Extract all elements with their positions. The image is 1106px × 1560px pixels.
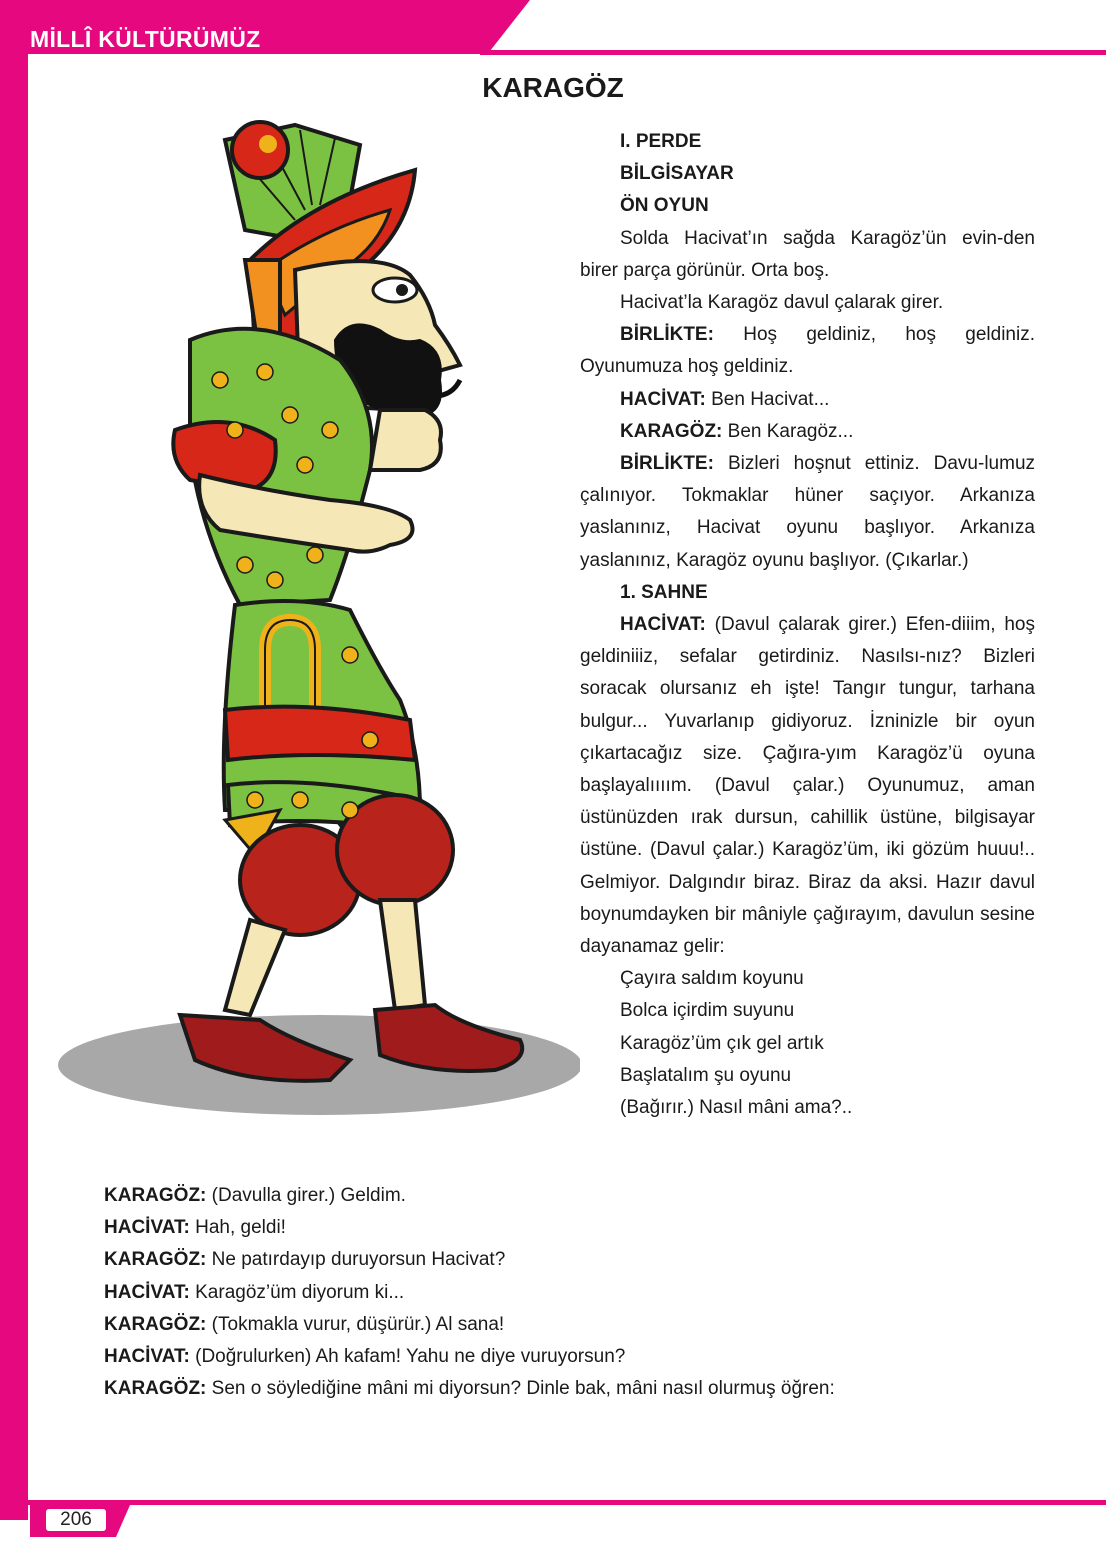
speaker-label: BİRLİKTE:: [620, 453, 714, 475]
play-title: BİLGİSAYAR: [620, 163, 734, 185]
dialog-text: (Doğrulurken) Ah kafam! Yahu ne diye vuruyorsun?: [195, 1346, 626, 1368]
dialog-line: [104, 1341, 1004, 1373]
speaker-label: HACİVAT:: [620, 614, 706, 636]
verse-line: Başlatalım şu oyunu: [620, 1064, 792, 1086]
speaker-label: KARAGÖZ:: [104, 1249, 207, 1271]
stage-direction: Hacivat’la Karagöz davul çalarak girer.: [620, 292, 944, 314]
speaker-label: KARAGÖZ:: [620, 420, 723, 442]
dialog-line: [104, 1244, 1004, 1276]
dialog-line: [104, 1309, 1004, 1341]
page-title: KARAGÖZ: [482, 72, 624, 103]
speaker-label: KARAGÖZ:: [104, 1185, 207, 1206]
dialog-text: Ne patırdayıp duruyorsun Hacivat?: [211, 1249, 506, 1271]
dialog-text: (Davul çalarak girer.) Efen-diiim, hoş geldiniiiz, sefalar getirdiniz. Nasılsı-nız? Bizleri soracak olursanız eh işte! Tangır tungur, tarhana bulgur... Yuvarlanıp gidiyoruz. İzninizle bir oyun çıkartacağız size. Çağıra-yım Karagöz’ü oyuna başlayalıııım. (Davul çalar.) Oyunumuz, aman üstünüzden ırak dursun, cahillik üstüne, bilgisayar üstüne. (Davul çalar.) Karagöz’üm, iki gözüm huuu!.. Gelmiyor. Dalgındır biraz. Biraz da aksi. Hazır davul boynumdayken bir mâniyle çağırayım, davulun sesine dayanamaz gelir:: [580, 614, 1035, 958]
act-label: I. PERDE: [620, 131, 702, 152]
dialog-line: [104, 1373, 1004, 1405]
dialog-line: [580, 448, 1035, 577]
dialog-text: Hah, geldi!: [195, 1217, 286, 1239]
dialog-line: [104, 1180, 1004, 1212]
left-accent-bar: [0, 0, 28, 1520]
section-title: MİLLÎ KÜLTÜRÜMÜZ: [30, 26, 261, 52]
play-text-column: [580, 126, 1035, 1124]
speaker-label: HACİVAT:: [620, 388, 706, 410]
dialog-line: [580, 416, 1035, 448]
verse-line: (Bağırır.) Nasıl mâni ama?..: [620, 1097, 853, 1119]
scene-label: 1. SAHNE: [620, 581, 708, 603]
dialog-text: Ben Hacivat...: [711, 388, 830, 410]
dialog-text: Hoş geldiniz, hoş geldiniz. Oyunumuza hoş geldiniz.: [580, 324, 1035, 378]
prologue-label: ÖN OYUN: [620, 195, 709, 217]
dialog-text: Bizleri hoşnut ettiniz. Davu-lumuz çalınıyor. Tokmaklar hüner saçıyor. Arkanıza yaslanınız, Hacivat oyunu başlıyor. Arkanıza yaslanınız, Karagöz oyunu başlıyor. (Çıkarlar.): [580, 453, 1036, 571]
dialog-text: Karagöz’üm diyorum ki...: [195, 1281, 405, 1303]
page-number: 206: [46, 1509, 106, 1531]
speaker-label: BİRLİKTE:: [620, 324, 714, 346]
dialog-block: [104, 1180, 1004, 1405]
verse-line: Çayıra saldım koyunu: [620, 968, 804, 990]
dialog-text: Ben Karagöz...: [727, 420, 854, 442]
dialog-text: Sen o söylediğine mâni mi diyorsun? Dinle bak, mâni nasıl olurmuş öğren:: [211, 1378, 835, 1400]
speaker-label: KARAGÖZ:: [104, 1313, 207, 1335]
dialog-line: [580, 384, 1035, 416]
speaker-label: HACİVAT:: [104, 1281, 190, 1303]
stage-direction: Solda Hacivat’ın sağda Karagöz’ün evin-den birer parça görünür. Orta boş.: [580, 227, 1035, 281]
karagoz-puppet-icon: [50, 110, 580, 1120]
speaker-label: HACİVAT:: [104, 1346, 190, 1368]
verse-line: Bolca içirdim suyunu: [620, 1000, 795, 1022]
dialog-text: (Davulla girer.) Geldim.: [211, 1185, 406, 1206]
dialog-line: [104, 1212, 1004, 1244]
speaker-label: KARAGÖZ:: [104, 1378, 207, 1400]
verse-line: Karagöz’üm çık gel artık: [620, 1032, 824, 1054]
speaker-label: HACİVAT:: [104, 1217, 190, 1239]
footer-rule: [0, 1500, 1106, 1505]
dialog-text: (Tokmakla vurur, düşürür.) Al sana!: [211, 1313, 505, 1335]
header-rule: [480, 50, 1106, 55]
dialog-line: [580, 609, 1035, 963]
dialog-line: [104, 1277, 1004, 1309]
dialog-line: [580, 319, 1035, 383]
